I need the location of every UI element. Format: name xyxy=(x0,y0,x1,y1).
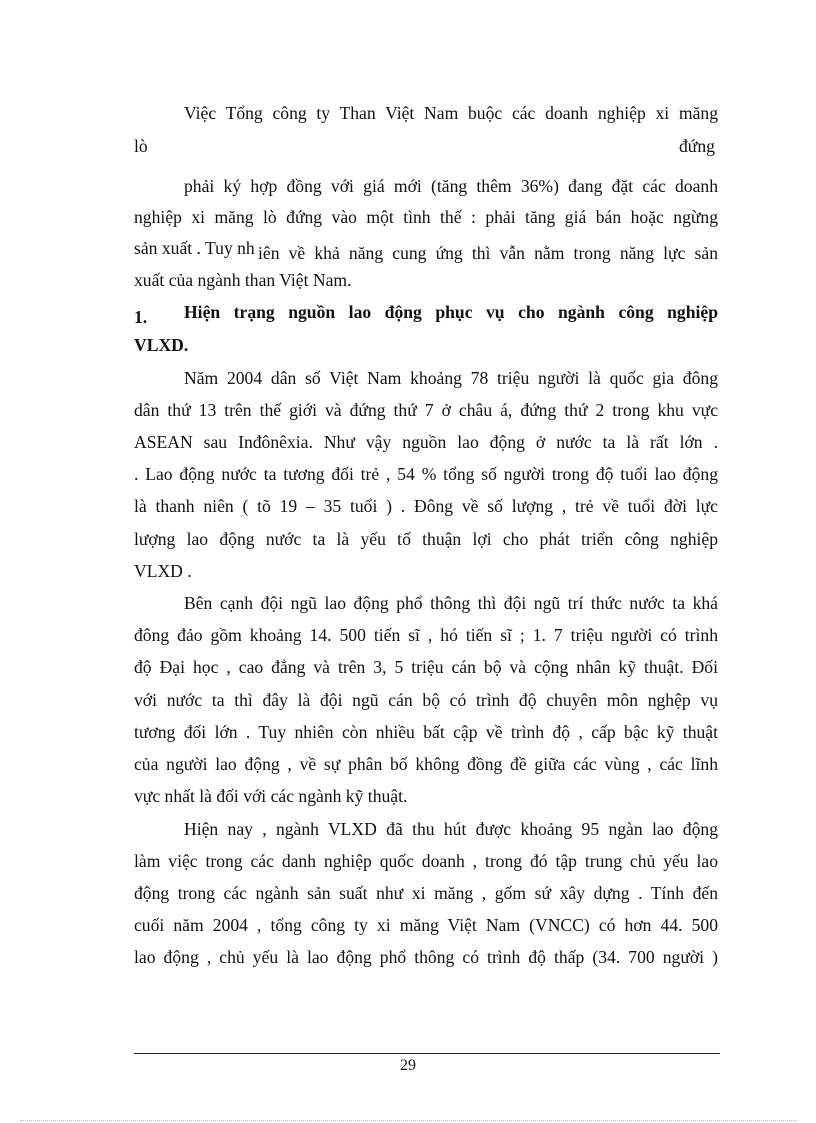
text-line: tương đối lớn . Tuy nhiên còn nhiều bất cập về trình độ , cấp bậc kỹ thuật xyxy=(134,722,718,742)
page-edge-divider xyxy=(20,1120,796,1121)
text-line: Năm 2004 dân số Việt Nam khoảng 78 triệu người là quốc gia đông xyxy=(184,368,718,388)
text-line: độ Đại học , cao đẳng và trên 3, 5 triệu cán bộ và cộng nhân kỹ thuật. Đối xyxy=(134,657,718,677)
text-line: nghiệp xi măng lò đứng vào một tình thế : phải tăng giá bán hoặc ngừng xyxy=(134,207,718,227)
text-line: Việc Tổng công ty Than Việt Nam buộc các doanh nghiệp xi măng xyxy=(184,103,718,123)
text-line: vực nhất là đối với các ngành kỹ thuật. xyxy=(134,786,408,806)
text-line: dân thứ 13 trên thế giới và đứng thứ 7 ở châu á, đứng thứ 2 trong khu vực xyxy=(134,400,718,420)
footer-divider xyxy=(134,1053,720,1054)
section-title: Hiện trạng nguồn lao động phục vụ cho ngành công nghiệp xyxy=(184,302,718,322)
text-line: lượng lao động nước ta là yếu tố thuận lợi cho phát triển công nghiệp xyxy=(134,529,718,549)
text-line: lao động , chủ yếu là lao động phổ thông có trình độ thấp (34. 700 người ) xyxy=(134,947,718,967)
text-line: xuất của ngành than Việt Nam. xyxy=(134,270,352,290)
text-line: VLXD . xyxy=(134,561,192,581)
text-line: đông đảo gồm khoảng 14. 500 tiến sĩ , hó tiến sĩ ; 1. 7 triệu người có trình xyxy=(134,625,718,645)
text-line: làm việc trong các danh nghiệp quốc doanh , trong đó tập trung chủ yếu lao xyxy=(134,851,718,871)
text-line: phải ký hợp đồng với giá mới (tăng thêm 36%) đang đặt các doanh xyxy=(184,176,718,196)
text-line: với nước ta thì đây là đội ngũ cán bộ có trình độ chuyên môn nghệp vụ xyxy=(134,690,718,710)
text-line: của người lao động , về sự phân bố không đồng đề giữa các vùng , các lĩnh xyxy=(134,754,718,774)
text-line: . Lao động nước ta tương đối trẻ , 54 % tổng số người trong độ tuổi lao động xyxy=(134,464,718,484)
text-line: ASEAN sau Inđônêxia. Như vậy nguồn lao động ở nước ta là rất lớn . xyxy=(134,432,718,452)
text-line: Bên cạnh đội ngũ lao động phổ thông thì đội ngũ trí thức nước ta khá xyxy=(184,593,718,613)
text-line: lò xyxy=(134,136,148,156)
text-line: đứng xyxy=(679,136,715,156)
text-line: là thanh niên ( tõ 19 – 35 tuổi ) . Đông về số lượng , trẻ về tuổi đời lực xyxy=(134,496,718,516)
text-line: động trong các ngành sản suất như xi măng , gốm sứ xây dựng . Tính đến xyxy=(134,883,718,903)
text-line: sản xuất . Tuy nh xyxy=(134,238,255,258)
text-line: cuối năm 2004 , tổng công ty xi măng Việt Nam (VNCC) có hơn 44. 500 xyxy=(134,915,718,935)
text-line: iên về khả năng cung ứng thì vẫn nằm trong năng lực sản xyxy=(258,243,718,263)
section-title-cont: VLXD. xyxy=(134,335,189,355)
section-number: 1. xyxy=(134,307,148,327)
text-line: Hiện nay , ngành VLXD đã thu hút được khoảng 95 ngàn lao động xyxy=(184,819,718,839)
page-number: 29 xyxy=(400,1057,416,1074)
